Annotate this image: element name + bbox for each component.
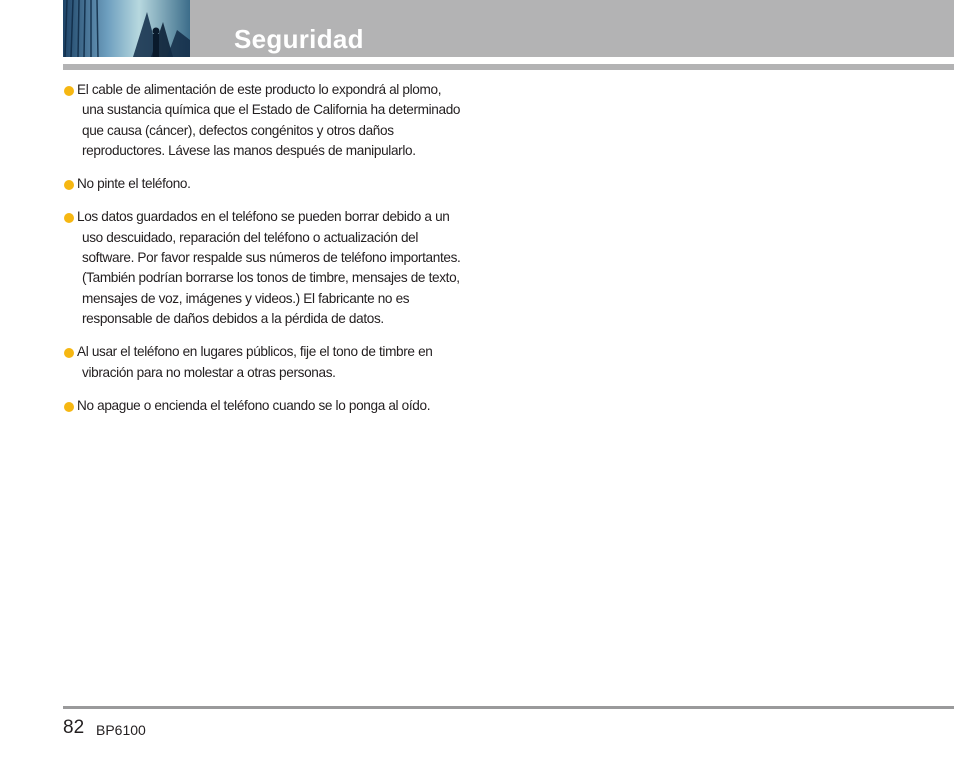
bullet-item — [63, 80, 463, 162]
bullet-dot-icon — [64, 402, 74, 412]
bullet-text-rest: plomo, una sustancia química que el Estado de California ha determinado que causa (cáncer), defectos congénitos y otros daños reproductores. Lávese las manos después de manipularlo. — [82, 82, 461, 159]
bullet-dot-icon — [64, 180, 74, 190]
page-number: 82 — [63, 717, 85, 738]
bullet-text-rest: un uso descuidado, reparación del teléfono o actualización del software. Por favor respalde sus números de teléfono importantes. (También podrían borrarse los tonos de timbre, mensajes de texto, mensajes de voz, imágenes y videos.) El fabricante no es responsable de daños debidos a la pérdida de datos. — [82, 209, 461, 327]
bullet-item — [63, 174, 463, 194]
bullet-text-first: Los datos guardados en el teléfono se pueden borrar debido a — [77, 209, 432, 225]
header-photo — [63, 0, 190, 57]
bullet-text-rest: en vibración para no molestar a otras personas. — [82, 344, 433, 380]
page-title: Seguridad — [234, 24, 364, 54]
bullet-dot-icon — [64, 213, 74, 223]
footer-divider — [63, 706, 954, 709]
building-photo-image — [63, 0, 190, 57]
header-divider — [63, 64, 954, 70]
bullet-text-first: No pinte el teléfono. — [77, 176, 191, 192]
bullet-text-first: No apague o encienda el teléfono cuando se lo ponga al oído. — [77, 397, 431, 413]
safety-bullet-list — [63, 80, 463, 429]
model-name: BP6100 — [96, 722, 146, 738]
bullet-text-first: El cable de alimentación de este producto lo expondrá al — [77, 82, 399, 97]
bullet-item — [63, 396, 463, 416]
bullet-item — [63, 342, 463, 383]
bullet-dot-icon — [64, 86, 74, 96]
bullet-text-first: Al usar el teléfono en lugares públicos, fije el tono de timbre — [77, 344, 415, 360]
bullet-item — [63, 207, 463, 329]
bullet-dot-icon — [64, 348, 74, 358]
